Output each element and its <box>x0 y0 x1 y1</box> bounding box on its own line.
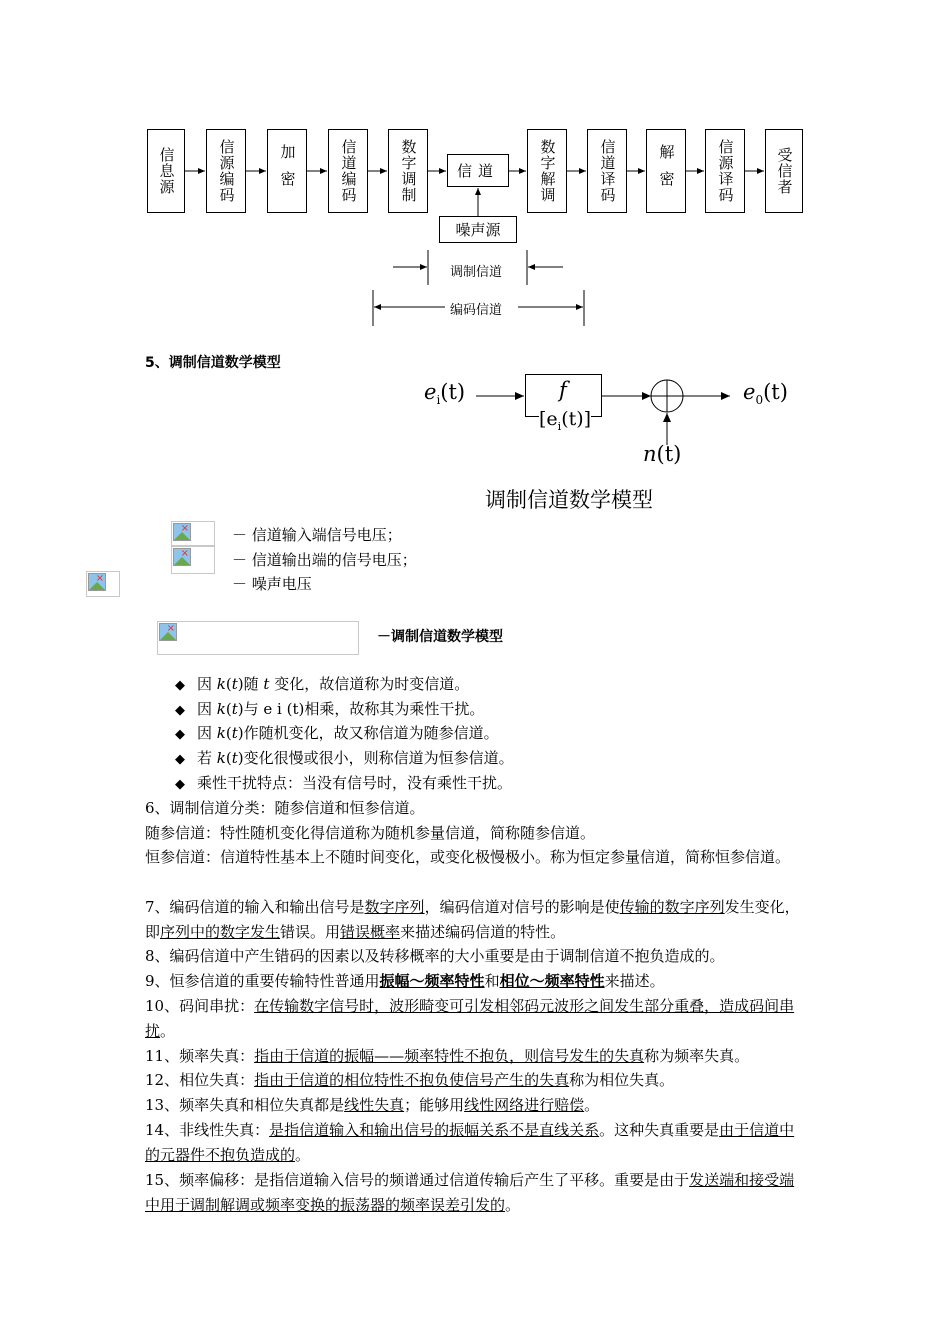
paragraph-6-random: 随参信道：特性随机变化得信道称为随机参量信道，简称随参信道。 <box>145 824 596 842</box>
paragraph-11: 11、频率失真：指由于信道的振幅——频率特性不抱负，则信号发生的失真称为频率失真。 <box>145 1047 750 1065</box>
diamond-bullet-icon: ◆ <box>175 727 185 742</box>
paragraph-14: 14、非线性失真：是指信道输入和输出信号的振幅关系不是直线关系。这种失真重要是由于信道中的元器件不抱负造成的。 <box>145 1121 795 1164</box>
bullet-constant-parameter: ◆ 若 k(t)变化很慢或很小，则称信道为恒参信道。 <box>175 746 514 772</box>
formula-label: －调制信道数学模型 <box>377 629 503 645</box>
model-output-signal: $e_0(t)$ <box>743 380 788 408</box>
paragraph-8: 8、编码信道中产生错码的因素以及转移概率的大小重要是由于调制信道不抱负造成的。 <box>145 947 725 965</box>
model-caption: 调制信道数学模型 <box>485 488 653 512</box>
broken-image-icon: × <box>88 573 106 591</box>
paragraph-9: 9、恒参信道的重要传输特性普通用振幅～频率特性和相位～频率特性来描述。 <box>145 972 665 990</box>
section-5-heading: 5、调制信道数学模型 <box>145 355 281 371</box>
input-voltage-image <box>171 521 215 546</box>
block-receiver: 受信者 <box>765 129 803 213</box>
coding-channel-label: 编码信道 <box>446 299 506 318</box>
diamond-bullet-icon: ◆ <box>175 703 185 718</box>
bullet-multiplicative: ◆ 因 k(t)与 e i (t)相乘，故称其为乘性干扰。 <box>175 697 484 723</box>
block-decryption: 解密 <box>646 129 686 213</box>
paragraph-15: 15、频率偏移：是指信道输入信号的频谱通过信道传输后产生了平移。重要是由于发送端和接受端中用于调制解调或频率变换的振荡器的频率误差引发的。 <box>145 1171 795 1214</box>
modulation-channel-label: 调制信道 <box>446 261 506 280</box>
bullet-interference-feature: ◆ 乘性干扰特点：当没有信号时，没有乘性干扰。 <box>175 771 512 797</box>
model-diagram-lines <box>0 0 950 480</box>
formula-image <box>157 621 359 655</box>
block-info-source: 信息源 <box>147 129 185 213</box>
paragraph-10: 10、码间串扰：在传输数字信号时，波形畸变可引发相邻码元波形之间发生部分重叠，造成码间串扰。 <box>145 997 795 1040</box>
output-voltage-image <box>171 546 215 574</box>
broken-image-icon: × <box>159 623 177 641</box>
block-digital-demodulation: 数字解调 <box>527 129 567 213</box>
definition-noise: － 噪声电压 <box>232 575 312 593</box>
model-function-symbol: f <box>559 378 567 402</box>
block-digital-modulation: 数字调制 <box>388 129 428 213</box>
model-input-signal: $e_i(t)$ <box>424 380 466 408</box>
paragraph-13: 13、频率失真和相位失真都是线性失真；能够用线性网络进行赔偿。 <box>145 1096 600 1114</box>
noise-voltage-image <box>86 571 120 597</box>
model-function-argument: $[e_i(t)]$ <box>539 407 591 439</box>
block-source-decoding: 信源译码 <box>705 129 745 213</box>
paragraph-6-constant: 恒参信道：信道特性基本上不随时间变化，或变化极慢极小。称为恒定参量信道，简称恒参信道。 <box>145 848 791 866</box>
block-channel: 信道 <box>447 154 509 187</box>
diamond-bullet-icon: ◆ <box>175 678 185 693</box>
definition-output: － 信道输出端的信号电压； <box>232 551 417 569</box>
block-encryption: 加密 <box>267 129 307 213</box>
bullet-time-varying: ◆ 因 k(t)随 t 变化，故信道称为时变信道。 <box>175 672 469 698</box>
block-source-encoding: 信源编码 <box>206 129 246 213</box>
bullet-random-parameter: ◆ 因 k(t)作随机变化，故又称信道为随参信道。 <box>175 721 499 747</box>
paragraph-7: 7、编码信道的输入和输出信号是数字序列，编码信道对信号的影响是使传输的数字序列发生变化，即序列中的数字发生错误。用错误概率来描述编码信道的特性。 <box>145 898 800 941</box>
paragraph-6: 6、调制信道分类：随参信道和恒参信道。 <box>145 799 425 817</box>
diamond-bullet-icon: ◆ <box>175 777 185 792</box>
model-noise-signal: n(t) <box>643 442 682 466</box>
block-channel-encoding: 信道编码 <box>328 129 368 213</box>
broken-image-icon: × <box>173 548 191 566</box>
block-channel-decoding: 信道译码 <box>587 129 627 213</box>
block-noise-source: 噪声源 <box>439 216 517 243</box>
paragraph-12: 12、相位失真：指由于信道的相位特性不抱负使信号产生的失真称为相位失真。 <box>145 1071 675 1089</box>
diamond-bullet-icon: ◆ <box>175 752 185 767</box>
definition-input: － 信道输入端信号电压； <box>232 526 402 544</box>
broken-image-icon: × <box>173 523 191 541</box>
